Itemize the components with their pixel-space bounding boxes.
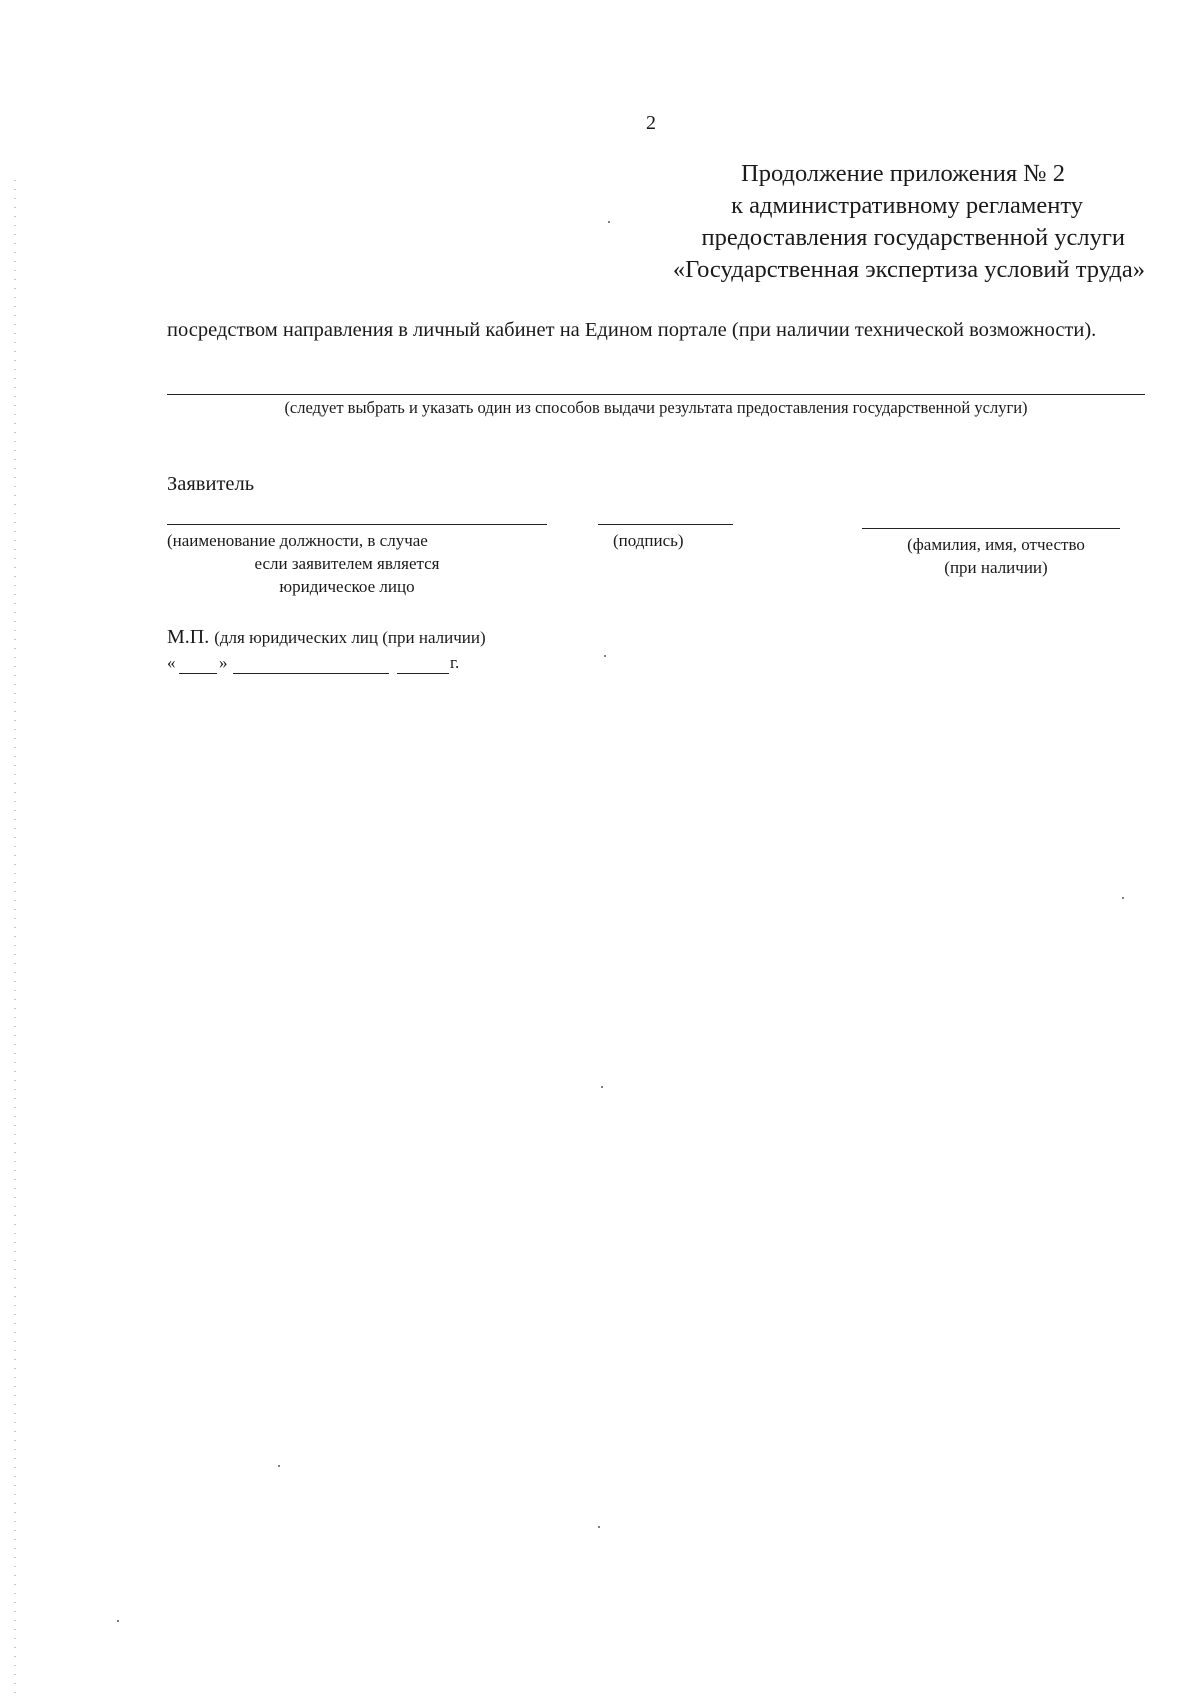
scan-speck — [278, 1465, 280, 1467]
page-number: 2 — [646, 112, 656, 134]
full-name-blank-line — [862, 528, 1120, 529]
stamp-note: (для юридических лиц (при наличии) — [214, 628, 486, 647]
appendix-header-line: к административному регламенту — [731, 192, 1083, 219]
date-field — [167, 653, 487, 679]
scan-speck — [598, 1526, 600, 1528]
appendix-header-line: предоставления государственной услуги — [701, 224, 1125, 251]
scan-speck — [604, 655, 606, 657]
stamp-abbr: М.П. — [167, 626, 210, 648]
date-close-quote: » — [219, 653, 228, 672]
scan-speck — [1122, 897, 1124, 899]
month-blank — [233, 673, 389, 674]
date-open-quote: « — [167, 653, 176, 672]
position-caption-line: (наименование должности, в случае — [167, 531, 428, 550]
appendix-header — [525, 158, 1145, 286]
position-caption-line: юридическое лицо — [279, 577, 415, 596]
signature-blank-line — [598, 524, 733, 525]
position-caption — [167, 529, 527, 598]
appendix-header-line: «Государственная экспертиза условий труда» — [672, 256, 1145, 283]
stamp-place — [167, 626, 486, 649]
scan-speck — [608, 221, 610, 223]
delivery-method-text: посредством направления в личный кабинет на Едином портале (при наличии технической возможности). — [167, 319, 1097, 341]
year-suffix: г. — [450, 653, 460, 672]
day-blank — [179, 673, 217, 674]
scan-speck — [601, 1086, 603, 1088]
scan-speck — [117, 1620, 119, 1622]
position-blank-line — [167, 524, 547, 525]
full-name-caption — [870, 533, 1122, 579]
appendix-header-line: Продолжение приложения № 2 — [741, 160, 1065, 187]
full-name-caption-line: (фамилия, имя, отчество — [907, 535, 1085, 554]
full-name-caption-line: (при наличии) — [944, 558, 1048, 577]
applicant-label: Заявитель — [167, 473, 255, 495]
delivery-method-caption: (следует выбрать и указать один из способов выдачи результата предоставления государственной услуги) — [284, 398, 1028, 417]
scan-margin-artifact — [14, 180, 16, 1700]
delivery-method-blank-line — [167, 394, 1145, 395]
year-blank — [397, 673, 449, 674]
position-caption-line: если заявителем является — [254, 554, 440, 573]
signature-caption: (подпись) — [613, 531, 684, 550]
